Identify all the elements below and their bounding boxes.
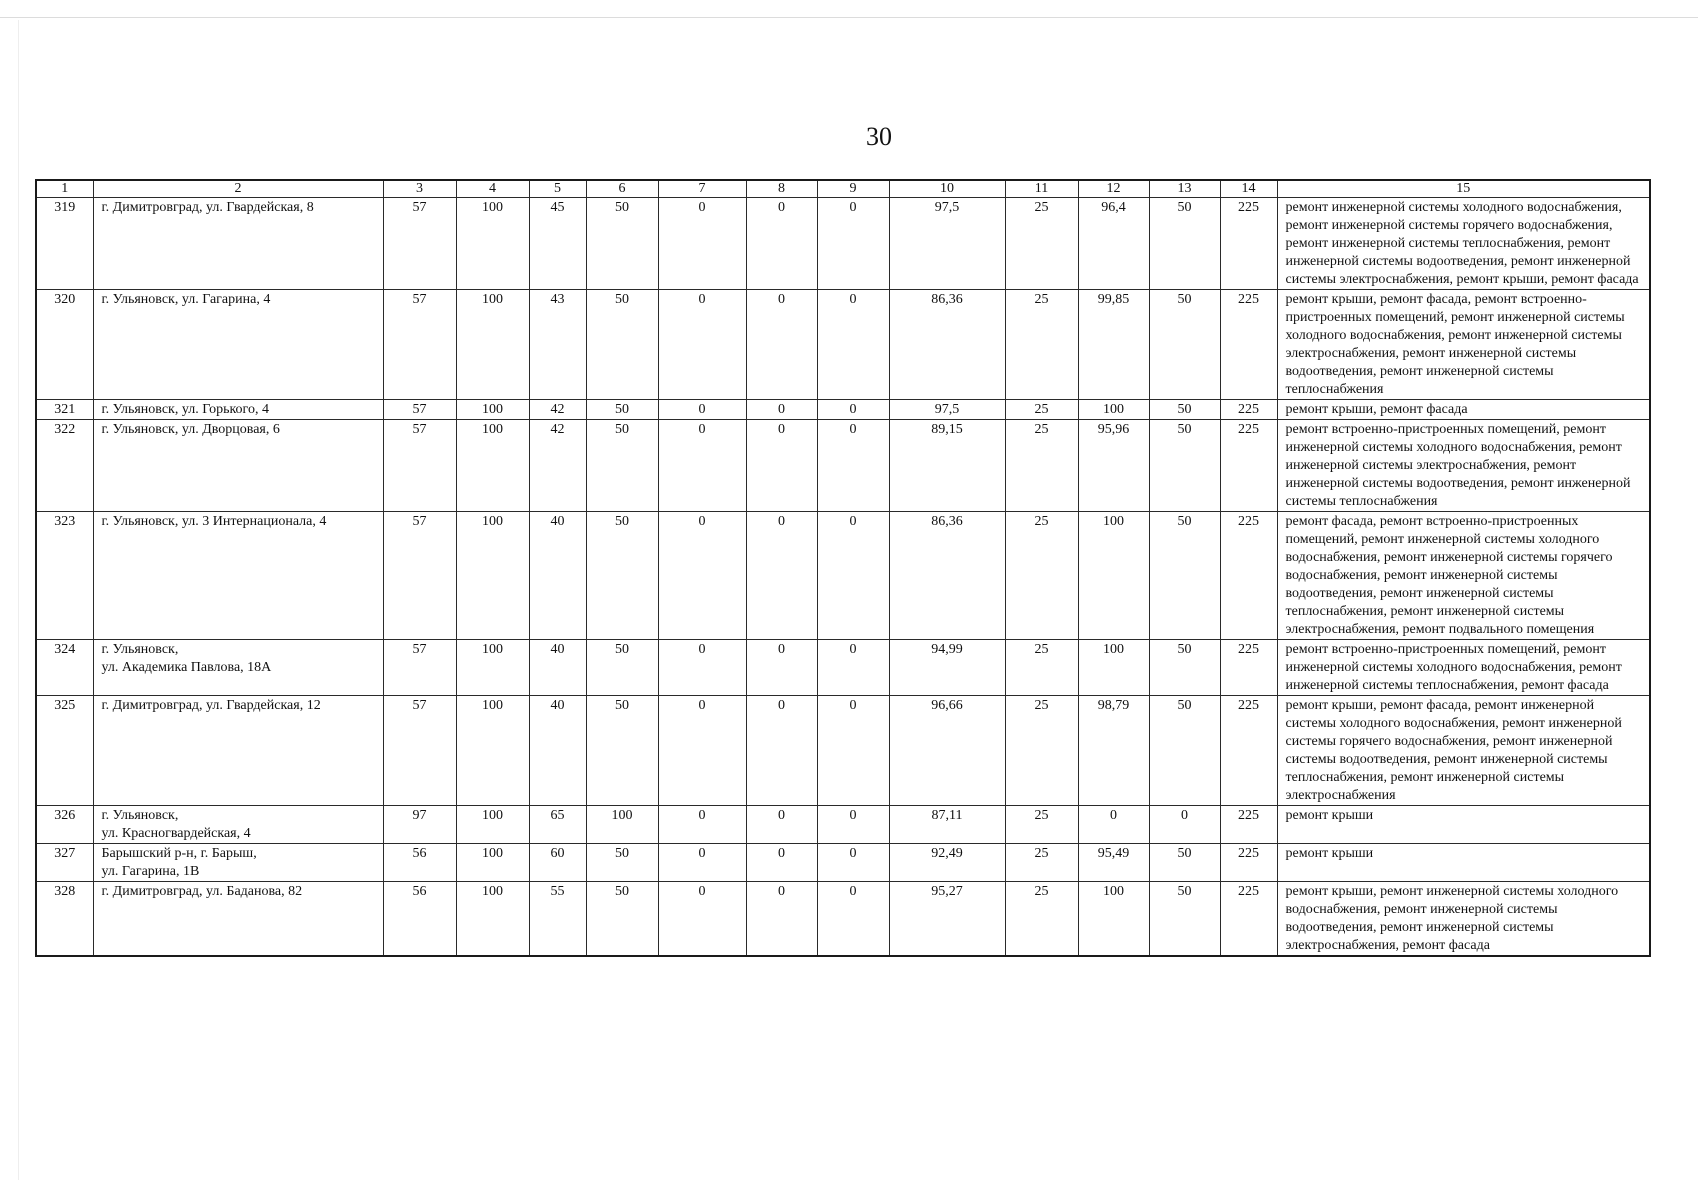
value-cell-c5: 40 (529, 512, 586, 640)
value-cell-c11: 25 (1005, 806, 1078, 844)
value-cell-c4: 100 (456, 400, 529, 420)
value-cell-c8: 0 (746, 640, 817, 696)
row-number: 327 (36, 844, 93, 882)
value-cell-c4: 100 (456, 420, 529, 512)
works-description-cell: ремонт крыши, ремонт фасада, ремонт инженерной системы холодного водоснабжения, ремонт инженерной системы горячего водоснабжения, ремонт инженерной системы водоотведения, ремонт инженерной системы теплоснабжения, ремонт инженерной системы электроснабжения (1277, 696, 1650, 806)
value-cell-c13: 50 (1149, 882, 1220, 957)
value-cell-c14: 225 (1220, 640, 1277, 696)
value-cell-c6: 50 (586, 882, 658, 957)
value-cell-c3: 56 (383, 882, 456, 957)
address-line: г. Ульяновск, ул. 3 Интернационала, 4 (101, 514, 327, 529)
value-cell-c5: 65 (529, 806, 586, 844)
value-cell-c4: 100 (456, 290, 529, 400)
value-cell-c3: 97 (383, 806, 456, 844)
value-cell-c8: 0 (746, 512, 817, 640)
value-cell-c9: 0 (817, 882, 889, 957)
column-header-7: 7 (658, 180, 746, 198)
address-cell (93, 696, 383, 806)
value-cell-c11: 25 (1005, 882, 1078, 957)
address-cell (93, 290, 383, 400)
value-cell-c7: 0 (658, 512, 746, 640)
value-cell-c8: 0 (746, 400, 817, 420)
value-cell-c3: 56 (383, 844, 456, 882)
column-header-4: 4 (456, 180, 529, 198)
column-header-3: 3 (383, 180, 456, 198)
works-description-cell: ремонт фасада, ремонт встроенно-пристроенных помещений, ремонт инженерной системы холодного водоснабжения, ремонт инженерной системы горячего водоснабжения, ремонт инженерной системы водоотведения, ремонт инженерной системы теплоснабжения, ремонт инженерной системы электроснабжения, ремонт подвального помещения (1277, 512, 1650, 640)
table-row (36, 696, 1650, 806)
works-description-cell: ремонт инженерной системы холодного водоснабжения, ремонт инженерной системы горячего водоснабжения, ремонт инженерной системы теплоснабжения, ремонт инженерной системы водоотведения, ремонт инженерной системы электроснабжения, ремонт крыши, ремонт фасада (1277, 198, 1650, 290)
address-line: г. Ульяновск, ул. Горького, 4 (101, 402, 269, 417)
address-cell (93, 640, 383, 696)
value-cell-c6: 50 (586, 640, 658, 696)
scan-edge-left (18, 20, 19, 1180)
value-cell-c4: 100 (456, 198, 529, 290)
value-cell-c9: 0 (817, 420, 889, 512)
value-cell-c13: 50 (1149, 290, 1220, 400)
value-cell-c12: 98,79 (1078, 696, 1149, 806)
column-header-6: 6 (586, 180, 658, 198)
table-row (36, 512, 1650, 640)
value-cell-c9: 0 (817, 806, 889, 844)
value-cell-c13: 50 (1149, 844, 1220, 882)
value-cell-c10: 89,15 (889, 420, 1005, 512)
value-cell-c14: 225 (1220, 696, 1277, 806)
address-line: г. Ульяновск, (101, 642, 179, 657)
address-cell (93, 806, 383, 844)
value-cell-c8: 0 (746, 696, 817, 806)
value-cell-c6: 50 (586, 512, 658, 640)
row-number: 325 (36, 696, 93, 806)
value-cell-c5: 60 (529, 844, 586, 882)
column-header-8: 8 (746, 180, 817, 198)
value-cell-c5: 42 (529, 420, 586, 512)
works-description-cell: ремонт крыши, ремонт фасада, ремонт встроенно-пристроенных помещений, ремонт инженерной системы холодного водоснабжения, ремонт инженерной системы электроснабжения, ремонт инженерной системы водоотведения, ремонт инженерной системы теплоснабжения (1277, 290, 1650, 400)
value-cell-c3: 57 (383, 198, 456, 290)
value-cell-c14: 225 (1220, 882, 1277, 957)
value-cell-c10: 92,49 (889, 844, 1005, 882)
value-cell-c4: 100 (456, 882, 529, 957)
address-cell (93, 512, 383, 640)
value-cell-c8: 0 (746, 844, 817, 882)
value-cell-c6: 50 (586, 198, 658, 290)
value-cell-c6: 100 (586, 806, 658, 844)
data-table-container (35, 179, 1649, 957)
address-line: ул. Красногвардейская, 4 (101, 826, 251, 841)
value-cell-c10: 87,11 (889, 806, 1005, 844)
table-row (36, 640, 1650, 696)
value-cell-c10: 86,36 (889, 290, 1005, 400)
value-cell-c8: 0 (746, 290, 817, 400)
value-cell-c14: 225 (1220, 512, 1277, 640)
value-cell-c12: 95,49 (1078, 844, 1149, 882)
value-cell-c10: 86,36 (889, 512, 1005, 640)
value-cell-c14: 225 (1220, 844, 1277, 882)
value-cell-c10: 94,99 (889, 640, 1005, 696)
page-number: 30 (866, 122, 892, 151)
address-line: г. Димитровград, ул. Баданова, 82 (101, 884, 303, 899)
value-cell-c5: 43 (529, 290, 586, 400)
address-cell (93, 400, 383, 420)
value-cell-c3: 57 (383, 512, 456, 640)
value-cell-c12: 96,4 (1078, 198, 1149, 290)
value-cell-c13: 0 (1149, 806, 1220, 844)
value-cell-c9: 0 (817, 696, 889, 806)
address-cell (93, 420, 383, 512)
address-line: Барышский р-н, г. Барыш, (101, 846, 257, 861)
value-cell-c4: 100 (456, 806, 529, 844)
works-description-cell: ремонт встроенно-пристроенных помещений, ремонт инженерной системы холодного водоснабжения, ремонт инженерной системы электроснабжения, ремонт инженерной системы водоотведения, ремонт инженерной системы теплоснабжения (1277, 420, 1650, 512)
column-header-10: 10 (889, 180, 1005, 198)
value-cell-c9: 0 (817, 640, 889, 696)
address-cell (93, 844, 383, 882)
value-cell-c11: 25 (1005, 512, 1078, 640)
value-cell-c14: 225 (1220, 806, 1277, 844)
row-number: 320 (36, 290, 93, 400)
value-cell-c6: 50 (586, 290, 658, 400)
value-cell-c5: 40 (529, 696, 586, 806)
value-cell-c13: 50 (1149, 640, 1220, 696)
value-cell-c13: 50 (1149, 420, 1220, 512)
value-cell-c11: 25 (1005, 640, 1078, 696)
works-description-cell: ремонт крыши, ремонт фасада (1277, 400, 1650, 420)
value-cell-c7: 0 (658, 198, 746, 290)
column-header-15: 15 (1277, 180, 1650, 198)
value-cell-c12: 99,85 (1078, 290, 1149, 400)
address-line: г. Ульяновск, ул. Дворцовая, 6 (101, 422, 280, 437)
table-row (36, 420, 1650, 512)
value-cell-c6: 50 (586, 420, 658, 512)
value-cell-c7: 0 (658, 420, 746, 512)
value-cell-c6: 50 (586, 844, 658, 882)
value-cell-c5: 42 (529, 400, 586, 420)
value-cell-c9: 0 (817, 400, 889, 420)
works-description-cell: ремонт встроенно-пристроенных помещений, ремонт инженерной системы холодного водоснабжения, ремонт инженерной системы теплоснабжения, ремонт фасада (1277, 640, 1650, 696)
column-header-11: 11 (1005, 180, 1078, 198)
value-cell-c14: 225 (1220, 420, 1277, 512)
value-cell-c11: 25 (1005, 400, 1078, 420)
value-cell-c10: 96,66 (889, 696, 1005, 806)
address-cell (93, 882, 383, 957)
value-cell-c12: 100 (1078, 512, 1149, 640)
address-line: г. Ульяновск, ул. Гагарина, 4 (101, 292, 271, 307)
value-cell-c6: 50 (586, 696, 658, 806)
value-cell-c13: 50 (1149, 198, 1220, 290)
row-number: 326 (36, 806, 93, 844)
value-cell-c4: 100 (456, 844, 529, 882)
row-number: 322 (36, 420, 93, 512)
value-cell-c11: 25 (1005, 290, 1078, 400)
table-row (36, 400, 1650, 420)
column-header-5: 5 (529, 180, 586, 198)
value-cell-c5: 45 (529, 198, 586, 290)
value-cell-c8: 0 (746, 882, 817, 957)
value-cell-c7: 0 (658, 640, 746, 696)
table-row (36, 806, 1650, 844)
value-cell-c12: 100 (1078, 400, 1149, 420)
value-cell-c4: 100 (456, 640, 529, 696)
works-description-cell: ремонт крыши (1277, 806, 1650, 844)
value-cell-c10: 97,5 (889, 400, 1005, 420)
value-cell-c7: 0 (658, 844, 746, 882)
value-cell-c10: 95,27 (889, 882, 1005, 957)
value-cell-c3: 57 (383, 420, 456, 512)
value-cell-c5: 40 (529, 640, 586, 696)
value-cell-c9: 0 (817, 198, 889, 290)
value-cell-c4: 100 (456, 696, 529, 806)
value-cell-c13: 50 (1149, 696, 1220, 806)
column-header-9: 9 (817, 180, 889, 198)
value-cell-c13: 50 (1149, 400, 1220, 420)
address-line: ул. Гагарина, 1В (101, 864, 200, 879)
address-line: г. Димитровград, ул. Гвардейская, 12 (101, 698, 321, 713)
value-cell-c8: 0 (746, 420, 817, 512)
value-cell-c7: 0 (658, 290, 746, 400)
value-cell-c7: 0 (658, 696, 746, 806)
value-cell-c12: 95,96 (1078, 420, 1149, 512)
value-cell-c14: 225 (1220, 290, 1277, 400)
value-cell-c13: 50 (1149, 512, 1220, 640)
column-header-13: 13 (1149, 180, 1220, 198)
value-cell-c14: 225 (1220, 198, 1277, 290)
data-table (35, 179, 1651, 957)
value-cell-c11: 25 (1005, 844, 1078, 882)
address-cell (93, 198, 383, 290)
table-body (36, 198, 1650, 957)
value-cell-c3: 57 (383, 696, 456, 806)
value-cell-c4: 100 (456, 512, 529, 640)
column-header-1: 1 (36, 180, 93, 198)
row-number: 323 (36, 512, 93, 640)
row-number: 324 (36, 640, 93, 696)
table-row (36, 844, 1650, 882)
address-line: ул. Академика Павлова, 18А (101, 660, 272, 675)
value-cell-c8: 0 (746, 806, 817, 844)
value-cell-c11: 25 (1005, 696, 1078, 806)
value-cell-c9: 0 (817, 512, 889, 640)
value-cell-c6: 50 (586, 400, 658, 420)
value-cell-c7: 0 (658, 400, 746, 420)
value-cell-c9: 0 (817, 844, 889, 882)
column-header-2: 2 (93, 180, 383, 198)
value-cell-c8: 0 (746, 198, 817, 290)
value-cell-c7: 0 (658, 806, 746, 844)
row-number: 319 (36, 198, 93, 290)
header-row (36, 180, 1650, 198)
value-cell-c11: 25 (1005, 420, 1078, 512)
table-row (36, 882, 1650, 957)
table-row (36, 198, 1650, 290)
value-cell-c5: 55 (529, 882, 586, 957)
row-number: 328 (36, 882, 93, 957)
works-description-cell: ремонт крыши (1277, 844, 1650, 882)
column-header-14: 14 (1220, 180, 1277, 198)
value-cell-c3: 57 (383, 400, 456, 420)
address-line: г. Димитровград, ул. Гвардейская, 8 (101, 200, 314, 215)
value-cell-c7: 0 (658, 882, 746, 957)
scan-edge-top (0, 17, 1698, 18)
value-cell-c14: 225 (1220, 400, 1277, 420)
value-cell-c10: 97,5 (889, 198, 1005, 290)
row-number: 321 (36, 400, 93, 420)
value-cell-c12: 100 (1078, 640, 1149, 696)
value-cell-c3: 57 (383, 290, 456, 400)
value-cell-c11: 25 (1005, 198, 1078, 290)
works-description-cell: ремонт крыши, ремонт инженерной системы холодного водоснабжения, ремонт инженерной системы водоотведения, ремонт инженерной системы электроснабжения, ремонт фасада (1277, 882, 1650, 957)
value-cell-c9: 0 (817, 290, 889, 400)
column-header-12: 12 (1078, 180, 1149, 198)
value-cell-c3: 57 (383, 640, 456, 696)
value-cell-c12: 0 (1078, 806, 1149, 844)
address-line: г. Ульяновск, (101, 808, 179, 823)
table-row (36, 290, 1650, 400)
value-cell-c12: 100 (1078, 882, 1149, 957)
